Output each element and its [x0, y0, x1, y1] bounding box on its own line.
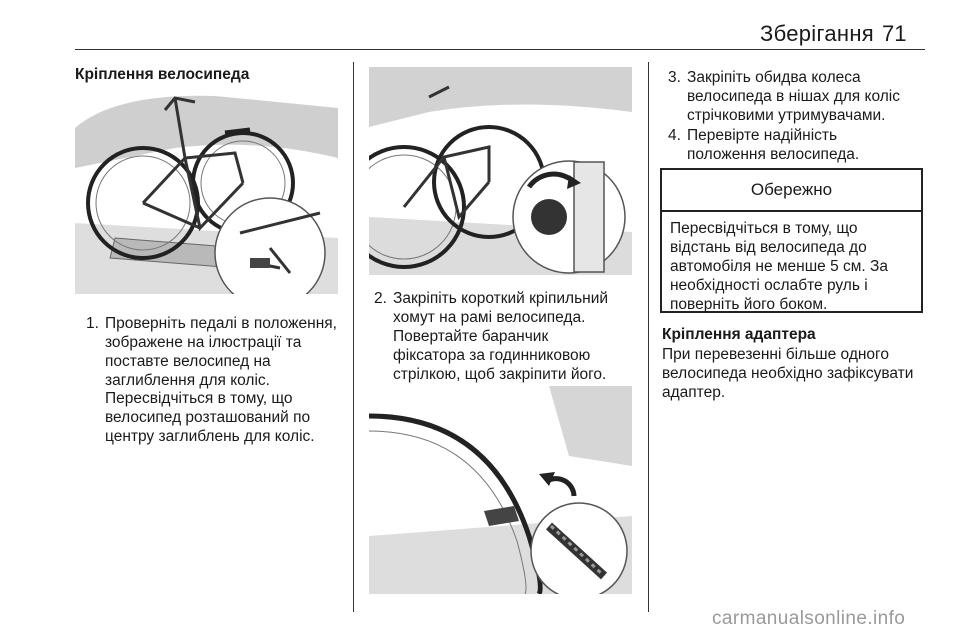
page-header-title: Зберігання	[760, 21, 874, 46]
step-1-number: 1.	[86, 315, 99, 332]
caution-line: Пересвідчіться в тому, що	[670, 220, 858, 237]
note-line: центру заглиблень для коліс.	[105, 428, 315, 445]
column-divider-left	[353, 62, 354, 612]
step-3-number: 3.	[668, 69, 681, 86]
step-2-line: фіксатора за годинниковою	[393, 347, 591, 364]
caution-text	[670, 219, 920, 314]
adapter-line: адаптер.	[662, 384, 726, 401]
step-4-text	[687, 126, 859, 164]
caution-title: Обережно	[662, 170, 921, 212]
caution-line: відстань від велосипеда до	[670, 239, 867, 256]
caution-box	[660, 168, 923, 313]
step-4-line: Перевірте надійність	[687, 127, 838, 144]
section-heading-bike-mount: Кріплення велосипеда	[75, 66, 250, 83]
watermark-text: carmanualsonline.info	[712, 608, 906, 629]
note-line: велосипед розташований по	[105, 409, 311, 426]
header-divider	[75, 49, 925, 50]
step-3-line: стрічковими утримувачами.	[687, 107, 886, 124]
step-4-number: 4.	[668, 127, 681, 144]
adapter-paragraph	[662, 345, 927, 402]
step-4-line: положення велосипеда.	[687, 146, 860, 163]
step-1-line: заглиблення для коліс.	[105, 372, 270, 389]
caution-line: поверніть його боком.	[670, 296, 828, 313]
note-line: Пересвідчіться в тому, що	[105, 390, 293, 407]
step-3-text	[687, 68, 900, 125]
adapter-line: велосипеда необхідно зафіксувати	[662, 365, 914, 382]
adapter-line: При перевезенні більше одного	[662, 346, 889, 363]
step-2-line: стрілкою, щоб закріпити його.	[393, 366, 607, 383]
page-number: 71	[882, 21, 907, 46]
caution-line: автомобіля не менше 5 см. За	[670, 258, 889, 275]
step-4	[668, 126, 928, 166]
illustration-bike-on-carrier	[75, 88, 338, 294]
step-1-line: Проверніть педалі в положення,	[105, 315, 337, 332]
step-2-line: хомут на рамі велосипеда.	[393, 309, 586, 326]
step-1-text	[105, 314, 337, 390]
step-1-line: поставте велосипед на	[105, 353, 271, 370]
step-3-line: велосипеда в нішах для коліс	[687, 88, 900, 105]
column-divider-right	[648, 62, 649, 612]
illustration-wheel-strap	[369, 386, 632, 594]
illustration-frame-clamp	[369, 67, 632, 275]
step-2	[374, 289, 642, 389]
step-1-note	[105, 389, 350, 446]
step-2-text	[393, 289, 608, 384]
step-2-line: Повертайте баранчик	[393, 328, 549, 345]
section-heading-adapter-mount: Кріплення адаптера	[662, 326, 816, 343]
step-2-line: Закріпіть короткий кріпильний	[393, 290, 609, 307]
step-3-line: Закріпіть обидва колеса	[687, 69, 861, 86]
step-2-number: 2.	[374, 290, 387, 307]
step-3	[668, 68, 928, 128]
step-1	[86, 314, 348, 394]
caution-line: необхідності ослабте руль і	[670, 277, 868, 294]
step-1-line: зображене на ілюстрації та	[105, 334, 302, 351]
